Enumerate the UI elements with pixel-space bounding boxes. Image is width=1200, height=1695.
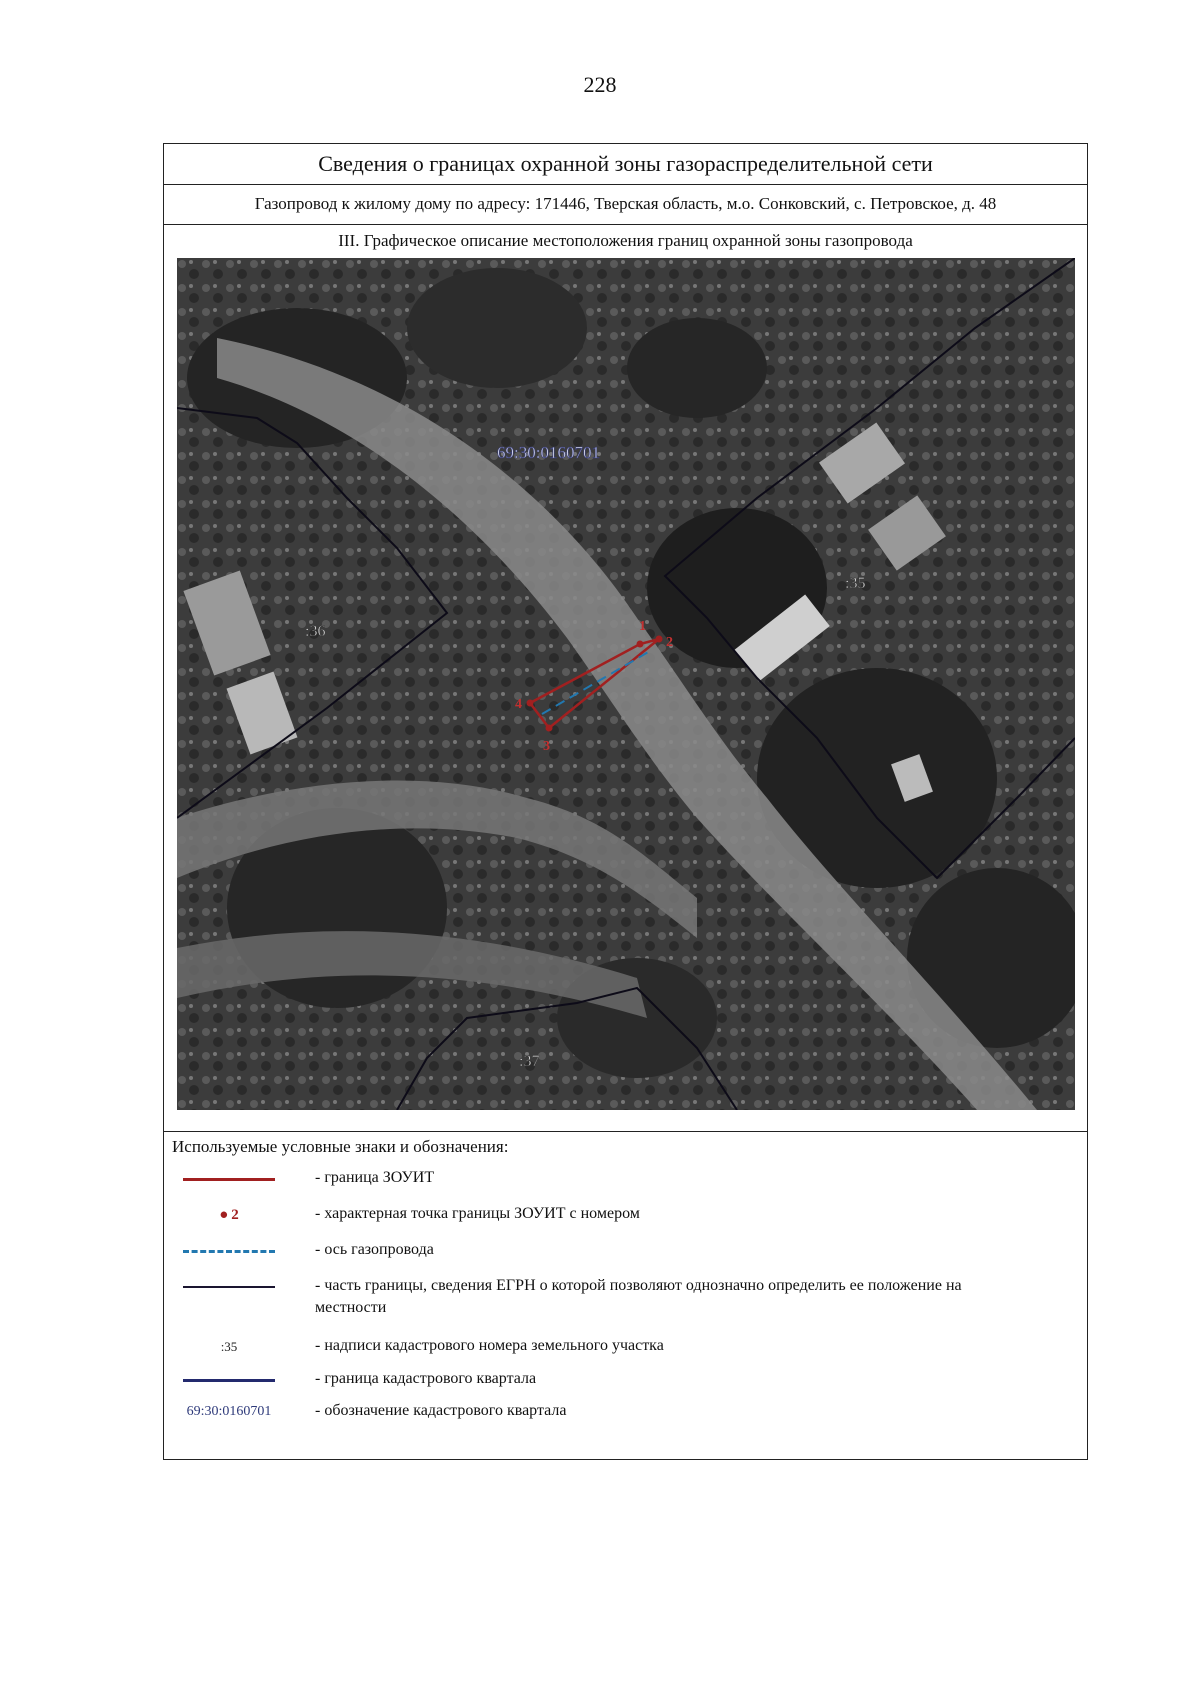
legend-title: Используемые условные знаки и обозначения: — [172, 1137, 509, 1156]
zone-boundary-symbol — [174, 1167, 284, 1191]
map-svg — [177, 258, 1075, 1110]
point-1-marker — [637, 641, 644, 648]
point-4-marker — [527, 700, 534, 707]
legend-text: - ось газопровода — [315, 1241, 434, 1258]
legend-text: - характерная точка границы ЗОУИТ с номером — [315, 1205, 640, 1222]
point-3-label: 3 — [543, 739, 550, 754]
parcel-label-35: :35 — [845, 575, 866, 592]
legend-text: - часть границы, сведения ЕГРН о которой позволяют однозначно определить ее положение на местности — [315, 1277, 962, 1316]
pipeline-axis-symbol — [174, 1239, 284, 1263]
aerial-map[interactable] — [177, 258, 1075, 1110]
point-4-label: 4 — [515, 697, 522, 712]
document-frame — [163, 143, 1088, 1460]
point-2-label: 2 — [666, 635, 673, 650]
page-number: 228 — [583, 72, 617, 97]
parcel-label-36: :36 — [305, 623, 326, 640]
legend-text: - граница ЗОУИТ — [315, 1169, 435, 1186]
boundary-point-symbol: ● 2 — [219, 1206, 239, 1223]
quarter-label: 69:30:0160701 — [497, 443, 600, 462]
legend-text: - обозначение кадастрового квартала — [315, 1402, 567, 1419]
point-3-marker — [546, 725, 553, 732]
map-bottom-divider — [164, 1131, 1087, 1132]
document-title: Сведения о границах охранной зоны газораспределительной сети — [164, 144, 1087, 185]
legend-text: - граница кадастрового квартала — [315, 1370, 537, 1387]
defined-boundary-symbol — [174, 1275, 284, 1299]
point-2-marker — [656, 636, 663, 643]
point-1-label: 1 — [639, 619, 646, 634]
quarter-label-symbol: 69:30:0160701 — [186, 1404, 272, 1419]
parcel-label-37: :37 — [519, 1053, 540, 1070]
section-heading: III. Графическое описание местоположения границ охранной зоны газопровода — [338, 231, 913, 250]
legend-text: - надписи кадастрового номера земельного участка — [315, 1337, 664, 1354]
quarter-boundary-symbol — [174, 1368, 284, 1392]
parcel-number-symbol: :35 — [220, 1339, 238, 1354]
object-address: Газопровод к жилому дому по адресу: 171446, Тверская область, м.о. Сонковский, с. Петровское, д. 48 — [164, 184, 1087, 225]
